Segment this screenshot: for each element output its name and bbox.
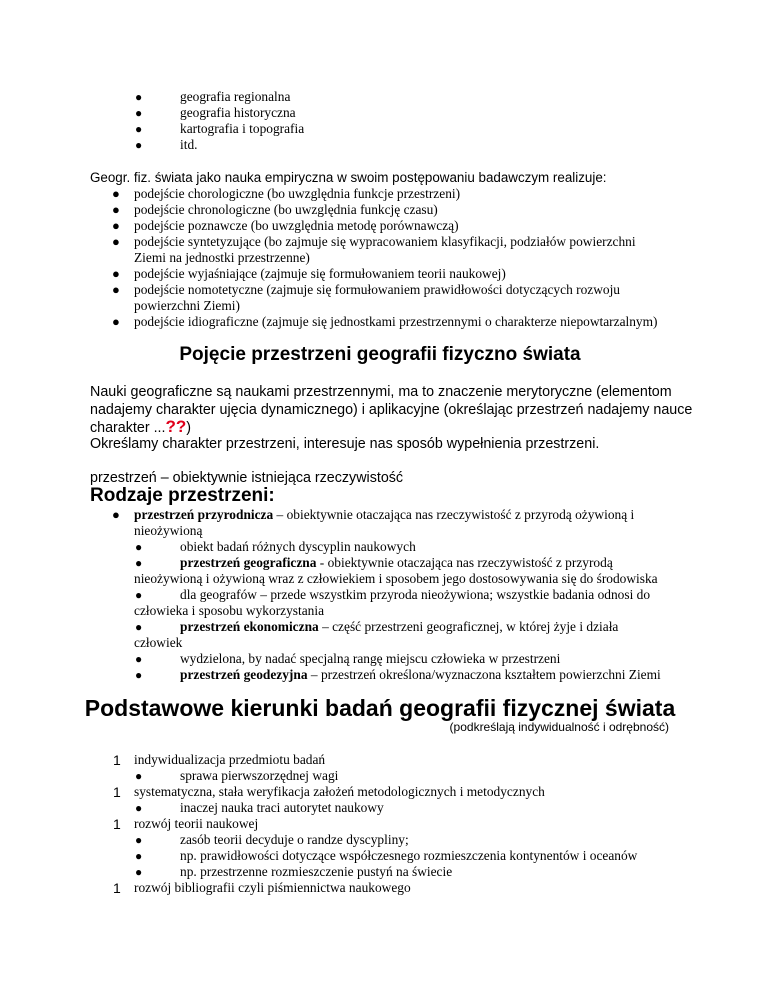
- list-item: obiekt badań różnych dyscyplin naukowych: [180, 539, 416, 554]
- bullet-icon: ●: [135, 588, 143, 602]
- bullet-icon: ●: [135, 122, 143, 136]
- list-item: [180, 555, 613, 571]
- bullet-icon: ●: [135, 540, 143, 554]
- bullet-icon: ●: [112, 314, 120, 329]
- paragraph-line: Określamy charakter przestrzeni, interesuje nas sposób wypełnienia przestrzeni.: [90, 436, 600, 452]
- bullet-icon: ●: [135, 106, 143, 120]
- definition: – część przestrzeni geograficznej, w której żyje i działa: [318, 619, 619, 634]
- list-item: wydzielona, by nadać specjalną rangę miejscu człowieka w przestrzeni: [180, 651, 561, 666]
- bullet-icon: ●: [135, 138, 143, 152]
- bullet-icon: ●: [135, 668, 143, 682]
- paragraph-line: Nauki geograficzne są naukami przestrzennymi, ma to znaczenie merytoryczne (elementom: [90, 384, 672, 400]
- list-item: podejście chorologiczne (bo uwzględnia funkcje przestrzeni): [134, 186, 461, 201]
- section-title: Pojęcie przestrzeni geografii fizyczno świata: [179, 344, 581, 365]
- list-item: sprawa pierwszorzędnej wagi: [180, 768, 339, 783]
- bullet-icon: ●: [135, 620, 143, 634]
- term: przestrzeń geograficzna: [180, 555, 317, 570]
- list-item: [134, 507, 634, 523]
- paragraph-line: [90, 418, 191, 437]
- list-item: np. przestrzenne rozmieszczenie pustyń na świecie: [180, 864, 453, 879]
- list-item: podejście syntetyzujące (bo zajmuje się wypracowaniem klasyfikacji, podziałów powierzchni: [134, 234, 636, 249]
- paragraph-text: ): [186, 420, 192, 436]
- question-marks: ??: [165, 417, 187, 436]
- term: przestrzeń ekonomiczna: [180, 619, 319, 634]
- bullet-icon: ●: [135, 801, 143, 815]
- list-item-continuation: nieożywioną: [134, 523, 203, 538]
- bullet-icon: ●: [112, 507, 120, 522]
- bullet-icon: ●: [135, 556, 143, 570]
- section-subtitle: (podkreślają indywidualność i odrębność): [449, 720, 669, 734]
- bullet-icon: ●: [112, 266, 120, 281]
- list-item: podejście nomotetyczne (zajmuje się formułowaniem prawidłowości dotyczących rozwoju: [134, 282, 620, 297]
- bullet-icon: ●: [135, 769, 143, 783]
- list-item: inaczej nauka traci autorytet naukowy: [180, 800, 384, 815]
- list-number: 1: [113, 784, 121, 800]
- list-item: podejście idiograficzne (zajmuje się jednostkami przestrzennymi o charakterze niepowtarzalnym): [134, 314, 658, 329]
- term: przestrzeń przyrodnicza: [134, 507, 274, 522]
- definition: - obiektywnie otaczająca nas rzeczywistość z przyrodą: [316, 555, 613, 570]
- list-item: dla geografów – przede wszystkim przyroda nieożywiona; wszystkie badania odnosi do: [180, 587, 651, 602]
- list-number: 1: [113, 752, 121, 768]
- numbered-item: systematyczna, stała weryfikacja założeń metodologicznych i metodycznych: [134, 784, 545, 799]
- paragraph-text: charakter ...: [90, 420, 166, 436]
- list-number: 1: [113, 816, 121, 832]
- list-number: 1: [113, 880, 121, 896]
- subsection-heading: Rodzaje przestrzeni:: [90, 485, 275, 506]
- bullet-icon: ●: [112, 218, 120, 233]
- intro-paragraph: Geogr. fiz. świata jako nauka empiryczna w swoim postępowaniu badawczym realizuje:: [90, 170, 607, 185]
- definition: – przestrzeń określona/wyznaczona kształtem powierzchni Ziemi: [307, 667, 661, 682]
- list-item: [180, 667, 661, 683]
- list-item: geografia regionalna: [180, 89, 291, 104]
- list-item-continuation: człowieka i sposobu wykorzystania: [134, 603, 325, 618]
- numbered-item: rozwój bibliografii czyli piśmiennictwa naukowego: [134, 880, 411, 895]
- list-item: podejście wyjaśniające (zajmuje się formułowaniem teorii naukowej): [134, 266, 506, 281]
- list-item: podejście chronologiczne (bo uwzględnia funkcję czasu): [134, 202, 438, 217]
- list-item: geografia historyczna: [180, 105, 296, 120]
- bullet-icon: ●: [135, 849, 143, 863]
- bullet-icon: ●: [112, 186, 120, 201]
- list-item-continuation: powierzchni Ziemi): [134, 298, 240, 313]
- numbered-item: rozwój teorii naukowej: [134, 816, 259, 831]
- bullet-icon: ●: [112, 234, 120, 249]
- list-item: zasób teorii decyduje o randze dyscypliny;: [180, 832, 409, 847]
- bullet-icon: ●: [112, 282, 120, 297]
- list-item: np. prawidłowości dotyczące współczesnego rozmieszczenia kontynentów i oceanów: [180, 848, 638, 863]
- section-title: Podstawowe kierunki badań geografii fizycznej świata: [84, 695, 676, 721]
- bullet-icon: ●: [135, 865, 143, 879]
- list-item: kartografia i topografia: [180, 121, 305, 136]
- bullet-icon: ●: [112, 202, 120, 217]
- definition: – obiektywnie otaczająca nas rzeczywistość z przyrodą ożywioną i: [273, 507, 635, 522]
- list-item: itd.: [180, 137, 198, 152]
- list-item: podejście poznawcze (bo uwzględnia metodę porównawczą): [134, 218, 459, 233]
- term: przestrzeń geodezyjna: [180, 667, 308, 682]
- bullet-icon: ●: [135, 652, 143, 666]
- bullet-icon: ●: [135, 90, 143, 104]
- definition-line: przestrzeń – obiektywnie istniejąca rzeczywistość: [90, 470, 404, 486]
- list-item: [180, 619, 618, 635]
- list-item-continuation: Ziemi na jednostki przestrzenne): [134, 250, 310, 265]
- bullet-icon: ●: [135, 833, 143, 847]
- numbered-item: indywidualizacja przedmiotu badań: [134, 752, 326, 767]
- list-item-continuation: człowiek: [134, 635, 183, 650]
- paragraph-line: nadajemy charakter ujęcia dynamicznego) i aplikacyjne (określając przestrzeń nadajemy nauce: [90, 402, 693, 418]
- list-item-continuation: nieożywioną i ożywioną wraz z człowiekiem i sposobem jego dostosowywania się do środowiska: [134, 571, 658, 586]
